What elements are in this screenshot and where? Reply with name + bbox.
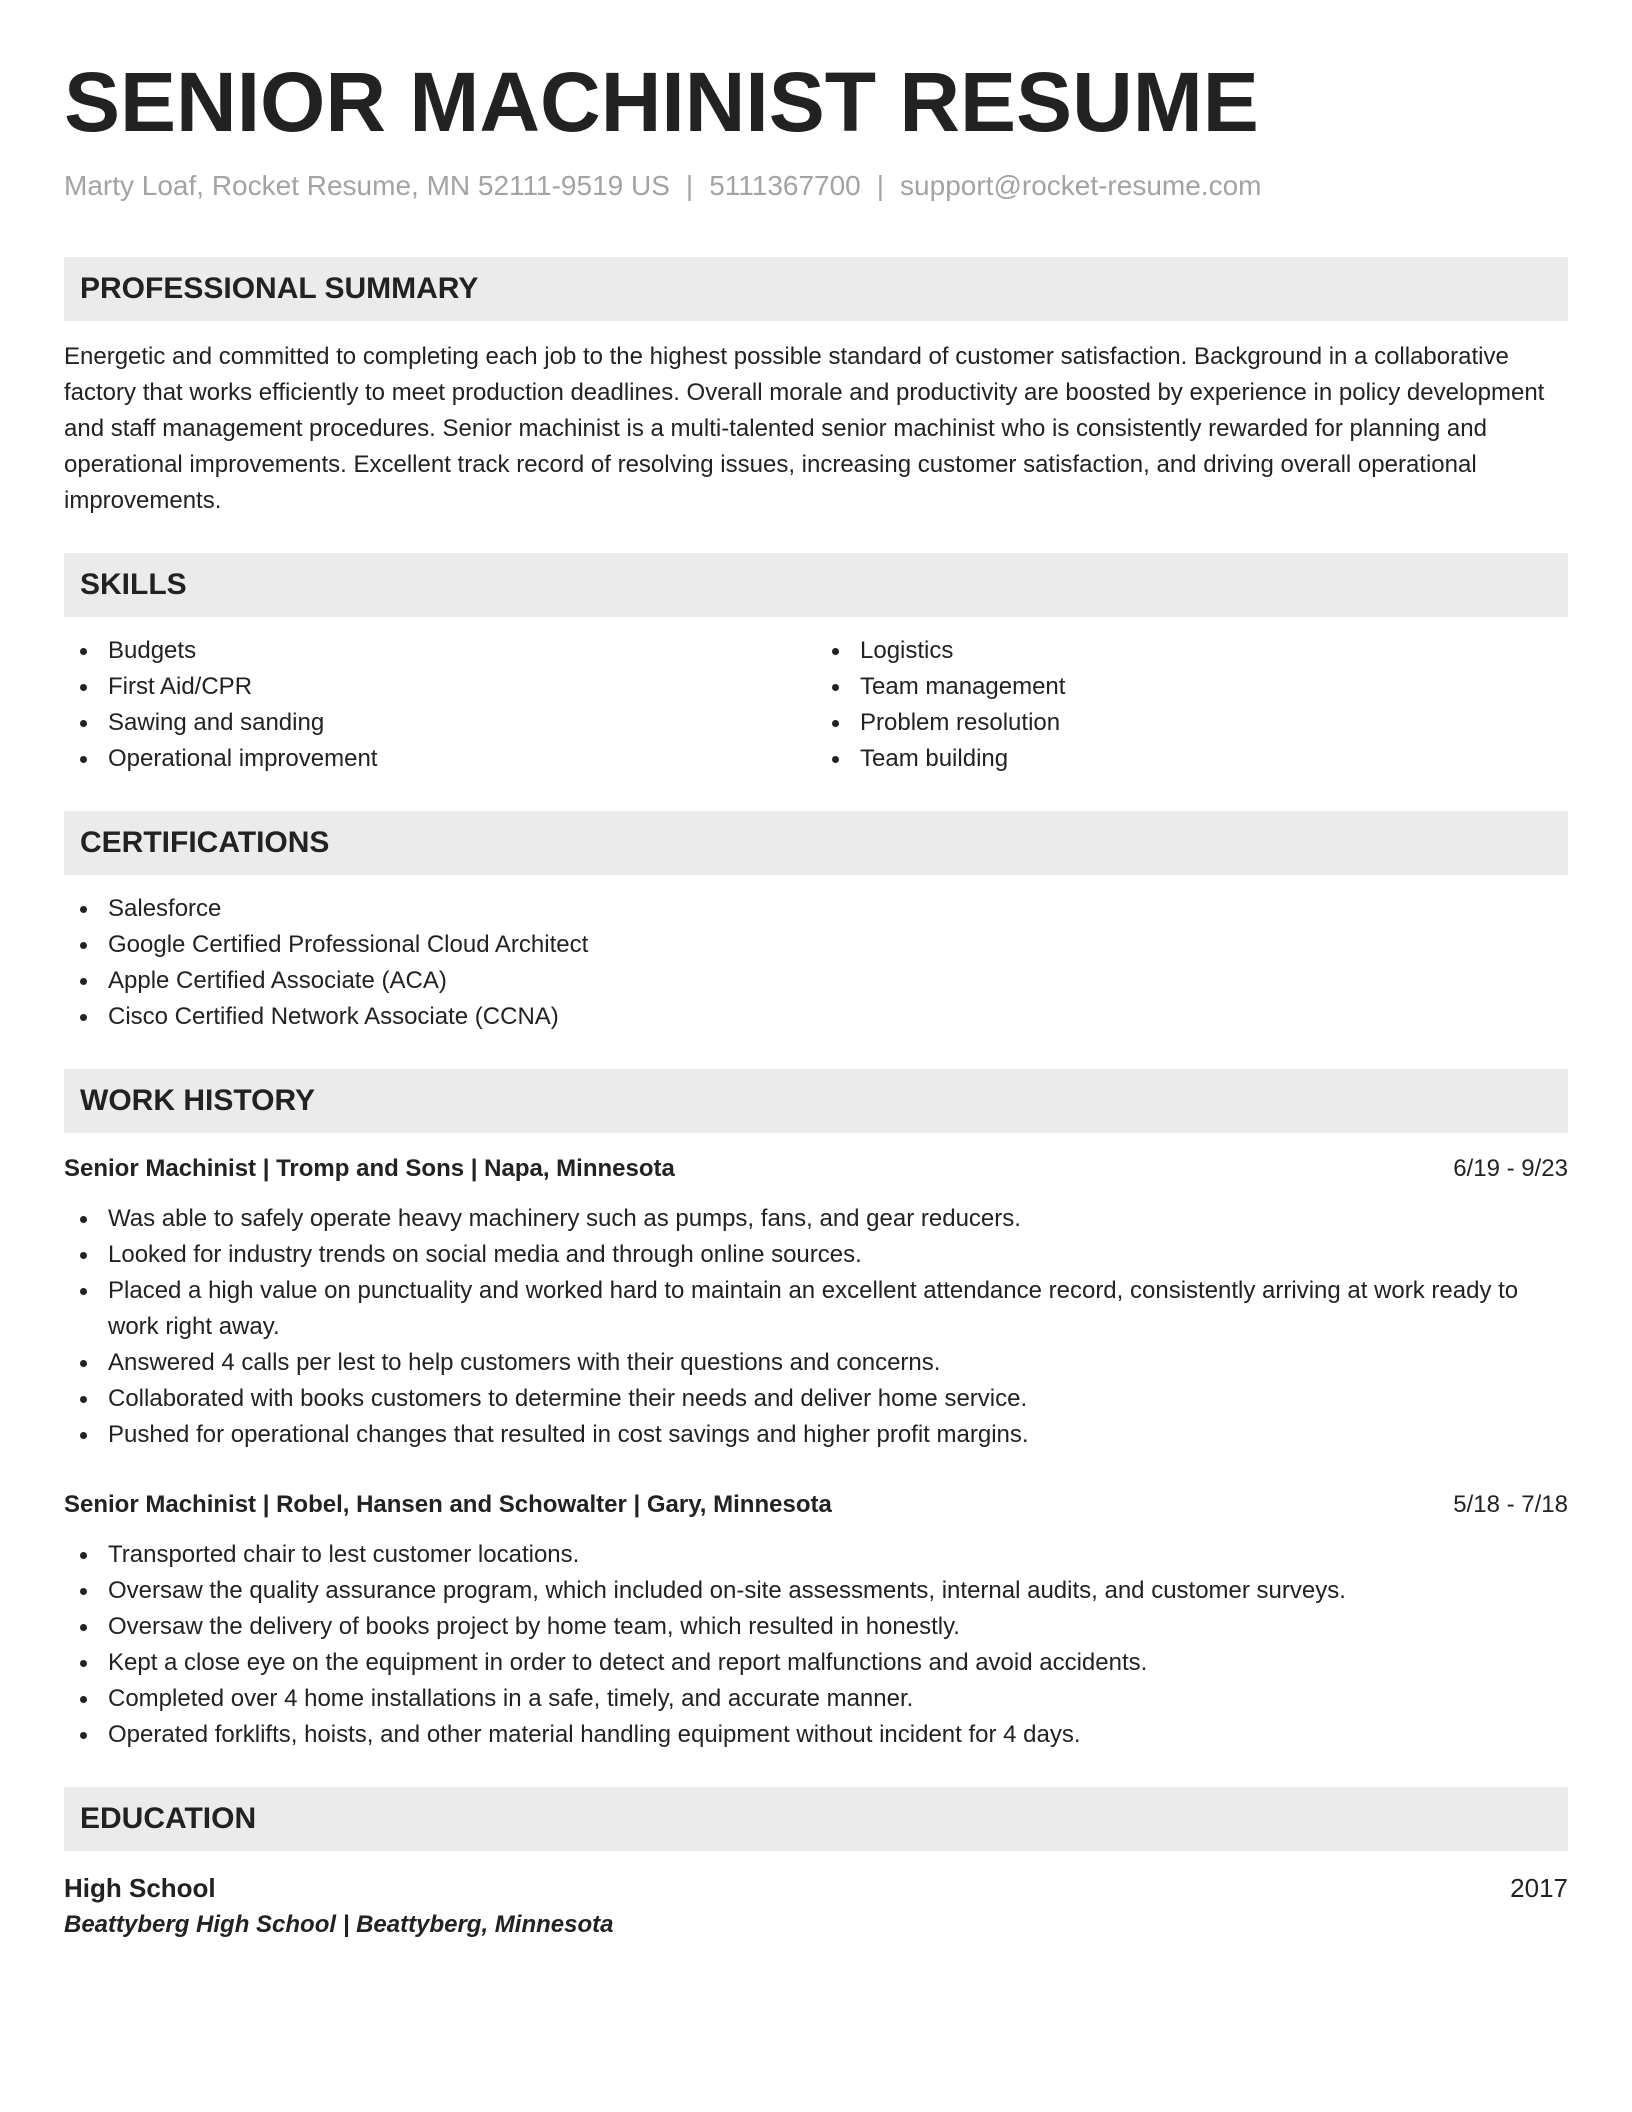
job-title: Senior Machinist | Tromp and Sons | Napa, Minnesota xyxy=(64,1154,675,1182)
job-bullets xyxy=(64,1201,1568,1453)
skills-column-left xyxy=(64,633,816,777)
job-bullet: Completed over 4 home installations in a safe, timely, and accurate manner. xyxy=(64,1681,1568,1717)
certification-item: Apple Certified Associate (ACA) xyxy=(64,963,1568,999)
education-year: 2017 xyxy=(1510,1872,1568,1903)
section-header-education: EDUCATION xyxy=(64,1787,1568,1851)
skill-item: First Aid/CPR xyxy=(64,669,816,705)
education-degree: High School xyxy=(64,1872,216,1903)
section-header-certifications: CERTIFICATIONS xyxy=(64,811,1568,875)
certification-item: Salesforce xyxy=(64,891,1568,927)
skill-item: Problem resolution xyxy=(816,705,1568,741)
contact-separator: | xyxy=(685,170,694,202)
certification-item: Google Certified Professional Cloud Architect xyxy=(64,927,1568,963)
section-header-summary: PROFESSIONAL SUMMARY xyxy=(64,257,1568,321)
job-header xyxy=(64,1487,1568,1523)
job-bullet: Answered 4 calls per lest to help customers with their questions and concerns. xyxy=(64,1345,1568,1381)
skills-column-right xyxy=(816,633,1568,777)
professional-summary-text: Energetic and committed to completing each job to the highest possible standard of customer satisfaction. Background in a collaborative factory that works efficiently to meet production deadlines. Overall morale and productivity are boosted by experience in policy development and staff management procedures. Senior machinist is a multi-talented senior machinist who is consistently rewarded for planning and operational improvements. Excellent track record of resolving issues, increasing customer satisfaction, and driving overall operational improvements. xyxy=(64,342,1545,514)
contact-line xyxy=(64,168,1568,204)
contact-address: Marty Loaf, Rocket Resume, MN 52111-9519 US xyxy=(64,170,670,202)
resume-title: SENIOR MACHINIST RESUME xyxy=(64,55,1259,149)
contact-separator: | xyxy=(876,170,885,202)
job-bullet: Oversaw the delivery of books project by home team, which resulted in honestly. xyxy=(64,1609,1568,1645)
job-dates: 5/18 - 7/18 xyxy=(1453,1490,1568,1518)
job-bullet: Placed a high value on punctuality and worked hard to maintain an excellent attendance record, consistently arriving at work ready to work right away. xyxy=(64,1273,1568,1345)
job-bullet: Transported chair to lest customer locations. xyxy=(64,1537,1568,1573)
job-bullet: Collaborated with books customers to determine their needs and deliver home service. xyxy=(64,1381,1568,1417)
contact-email[interactable]: support@rocket-resume.com xyxy=(900,170,1262,202)
job-title: Senior Machinist | Robel, Hansen and Schowalter | Gary, Minnesota xyxy=(64,1490,832,1518)
section-header-work-history: WORK HISTORY xyxy=(64,1069,1568,1133)
skill-item: Operational improvement xyxy=(64,741,816,777)
skill-item: Team building xyxy=(816,741,1568,777)
job-bullet: Looked for industry trends on social media and through online sources. xyxy=(64,1237,1568,1273)
skill-item: Sawing and sanding xyxy=(64,705,816,741)
education-school: Beattyberg High School | Beattyberg, Minnesota xyxy=(64,1910,614,1938)
job-bullet: Oversaw the quality assurance program, which included on-site assessments, internal audits, and customer surveys. xyxy=(64,1573,1568,1609)
skill-item: Team management xyxy=(816,669,1568,705)
job-bullet: Was able to safely operate heavy machinery such as pumps, fans, and gear reducers. xyxy=(64,1201,1568,1237)
job-bullets xyxy=(64,1537,1568,1753)
section-header-skills: SKILLS xyxy=(64,553,1568,617)
education-header xyxy=(64,1869,1568,1907)
job-bullet: Operated forklifts, hoists, and other material handling equipment without incident for 4 days. xyxy=(64,1717,1568,1753)
job-bullet: Pushed for operational changes that resulted in cost savings and higher profit margins. xyxy=(64,1417,1568,1453)
job-dates: 6/19 - 9/23 xyxy=(1453,1154,1568,1182)
certifications-list xyxy=(64,891,1568,1035)
contact-phone: 5111367700 xyxy=(709,170,861,202)
skill-item: Logistics xyxy=(816,633,1568,669)
job-header xyxy=(64,1151,1568,1187)
skill-item: Budgets xyxy=(64,633,816,669)
skills-list xyxy=(64,633,1568,777)
certification-item: Cisco Certified Network Associate (CCNA) xyxy=(64,999,1568,1035)
job-bullet: Kept a close eye on the equipment in order to detect and report malfunctions and avoid accidents. xyxy=(64,1645,1568,1681)
